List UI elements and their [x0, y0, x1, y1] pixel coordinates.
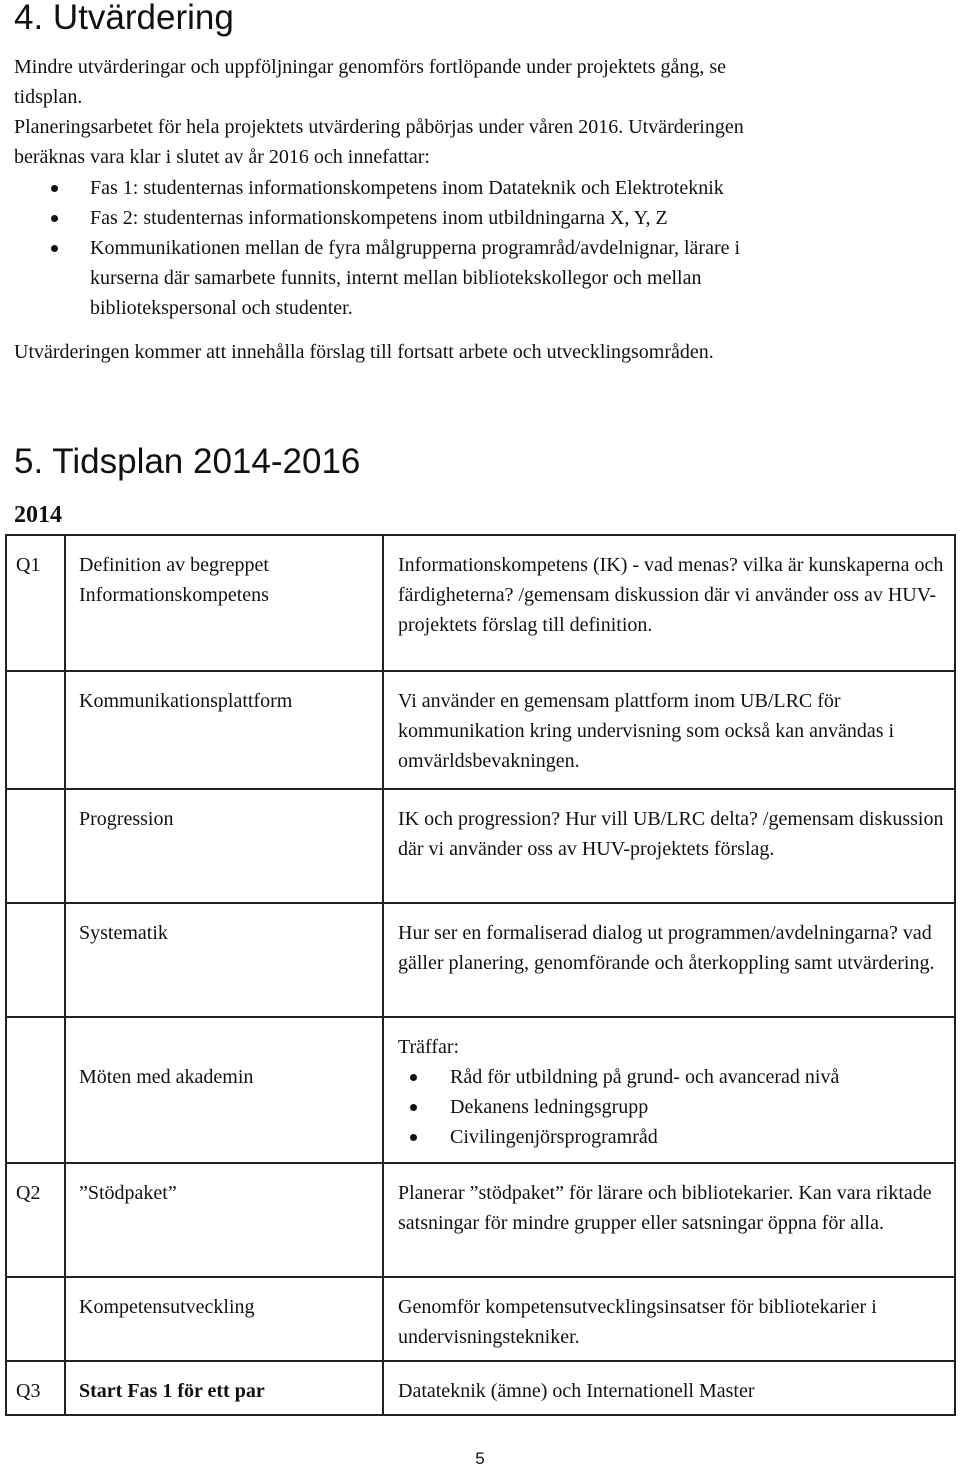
quarter-cell: [6, 789, 65, 903]
quarter-cell: [6, 1277, 65, 1361]
topic-cell: Kompetensutveckling: [65, 1277, 383, 1361]
description-cell: Planerar ”stödpaket” för lärare och bibliotekarier. Kan vara riktade satsningar för mindre grupper eller satsningar öppna för alla.: [383, 1163, 955, 1277]
topic-cell: ”Stödpaket”: [65, 1163, 383, 1277]
bullet-icon: [51, 245, 58, 252]
meeting-list: [398, 1062, 946, 1152]
topic-cell: Definition av begreppet Informationskompetens: [65, 535, 383, 671]
description-cell: Vi använder en gemensam plattform inom UB/LRC för kommunikation kring undervisning som också kan användas i omvärldsbevakningen.: [383, 671, 955, 789]
description-cell: Hur ser en formaliserad dialog ut programmen/avdelningarna? vad gäller planering, genomförande och återkoppling samt utvärdering.: [383, 903, 955, 1017]
bullet-item: Kommunikationen mellan de fyra målgrupperna programråd/avdelnignar, lärare i: [90, 237, 741, 259]
paragraph-line: Planeringsarbetet för hela projektets utvärdering påbörjas under våren 2016. Utvärderingen: [14, 116, 744, 138]
bullet-icon: [51, 215, 58, 222]
description-title: Träffar:: [398, 1036, 460, 1058]
topic-cell: Kommunikationsplattform: [65, 671, 383, 789]
table-row: [6, 903, 955, 1017]
table-row: [6, 1017, 955, 1163]
paragraph-line: Mindre utvärderingar och uppföljningar genomförs fortlöpande under projektets gång, se: [14, 56, 727, 78]
list-item: Dekanens ledningsgrupp: [398, 1092, 946, 1122]
quarter-cell: Q2: [6, 1163, 65, 1277]
bullet-item-continuation: kurserna där samarbete funnits, internt mellan bibliotekskollegor och mellan: [90, 267, 702, 289]
bullet-icon: [51, 185, 58, 192]
bullet-item: Fas 1: studenternas informationskompetens inom Datateknik och Elektroteknik: [90, 177, 724, 199]
table-row: [6, 1361, 955, 1415]
description-cell: Informationskompetens (IK) - vad menas? vilka är kunskaperna och färdigheterna? /gemensam diskussion där vi använder oss av HUV-projektets förslag till definition.: [383, 535, 955, 671]
year-heading: 2014: [14, 502, 62, 528]
table-row: [6, 1163, 955, 1277]
timeline-table: [5, 534, 956, 1416]
table-row: [6, 1277, 955, 1361]
section-5-heading: 5. Tidsplan 2014-2016: [14, 442, 361, 481]
quarter-cell: Q3: [6, 1361, 65, 1415]
topic-cell: Systematik: [65, 903, 383, 1017]
paragraph-line: beräknas vara klar i slutet av år 2016 och innefattar:: [14, 146, 430, 168]
description-cell: Genomför kompetensutvecklingsinsatser för bibliotekarier i undervisningstekniker.: [383, 1277, 955, 1361]
topic-cell: Möten med akademin: [65, 1017, 383, 1163]
bullet-item: Fas 2: studenternas informationskompetens inom utbildningarna X, Y, Z: [90, 207, 668, 229]
description-cell: IK och progression? Hur vill UB/LRC delta? /gemensam diskussion där vi använder oss av HUV-projektets förslag.: [383, 789, 955, 903]
list-item: Råd för utbildning på grund- och avancerad nivå: [398, 1062, 946, 1092]
quarter-cell: [6, 1017, 65, 1163]
page-number: 5: [475, 1449, 485, 1468]
topic-cell: Progression: [65, 789, 383, 903]
topic-cell: Start Fas 1 för ett par: [65, 1361, 383, 1415]
list-item: Civilingenjörsprogramråd: [398, 1122, 946, 1152]
description-cell: Datateknik (ämne) och Internationell Master: [383, 1361, 955, 1415]
section-4-heading: 4. Utvärdering: [14, 0, 234, 37]
table-row: [6, 535, 955, 671]
table-row: [6, 671, 955, 789]
quarter-cell: Q1: [6, 535, 65, 671]
quarter-cell: [6, 903, 65, 1017]
paragraph-line: tidsplan.: [14, 86, 83, 108]
bullet-item-continuation: bibliotekspersonal och studenter.: [90, 297, 353, 319]
quarter-cell: [6, 671, 65, 789]
description-cell: [383, 1017, 955, 1163]
table-row: [6, 789, 955, 903]
closing-paragraph: Utvärderingen kommer att innehålla förslag till fortsatt arbete och utvecklingsområden.: [14, 341, 714, 363]
